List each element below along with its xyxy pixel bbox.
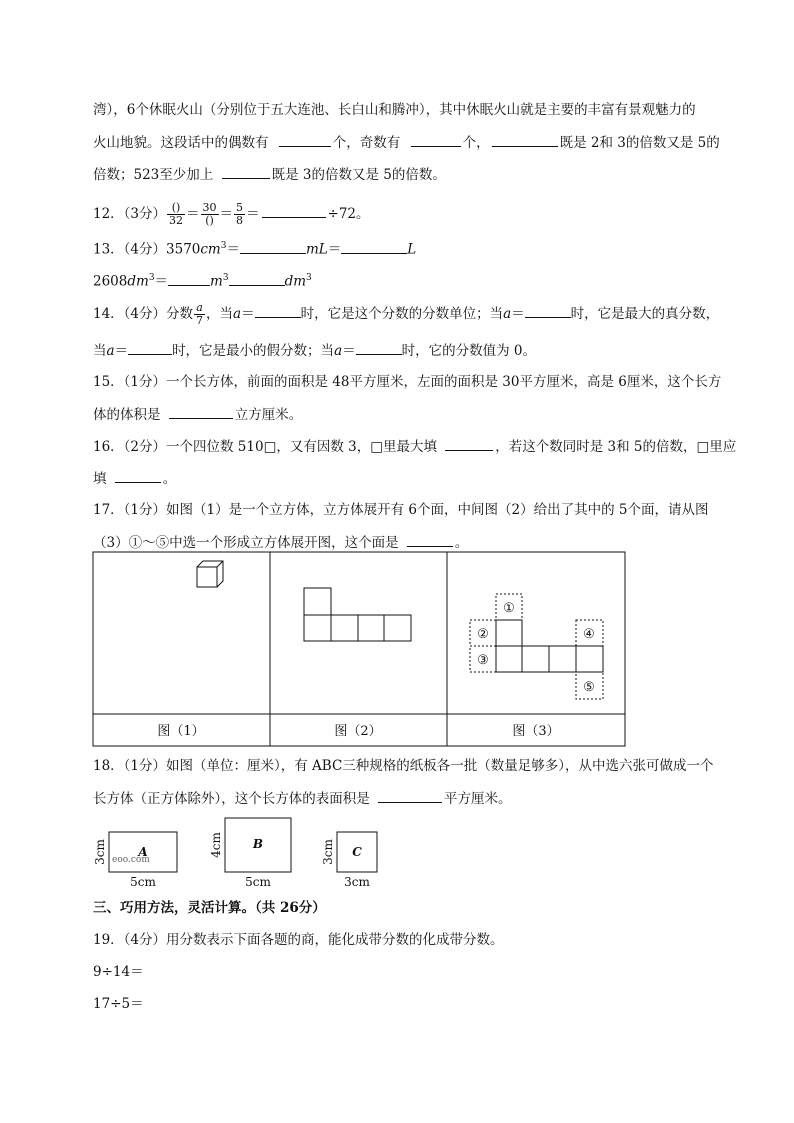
q16-text: 填: [93, 471, 107, 487]
q16-text: 。: [162, 471, 177, 487]
exponent: 3: [220, 241, 227, 251]
face-number-2: ②: [477, 627, 489, 642]
board-b-width: 5cm: [245, 875, 271, 889]
q14-text: ，当: [206, 306, 234, 322]
board-c-height: 3cm: [321, 839, 335, 865]
q14-text: 时，它的分数值为 0。: [401, 343, 537, 359]
equals: ＝: [342, 343, 356, 359]
q16-text: ，若这个数同时是 3和 5的倍数，□里应: [495, 439, 737, 455]
fraction-num: 5: [236, 201, 244, 214]
q19-line1: 19．（4分）用分数表示下面各题的商，能化成带分数的化成带分数。: [93, 932, 504, 948]
q18-line1: 18．（1分）如图（单位：厘米），有 ABC三种规格的纸板各一批（数量足够多），从中选六张可做成一个: [93, 758, 714, 774]
equals: ＝: [114, 343, 129, 359]
q13-number: 2608: [93, 273, 128, 290]
q11-text-e: 倍数；523至少加上: [93, 167, 214, 183]
fraction-num: a: [194, 302, 205, 315]
unit: mL: [305, 241, 328, 258]
q17-text: 。: [454, 535, 469, 551]
fraction-den: 8: [236, 214, 244, 227]
equals: ＝: [241, 306, 255, 322]
answer-blank[interactable]: [378, 788, 442, 803]
q11-text-d: 既是 2和 3的倍数又是 5的: [559, 135, 720, 151]
unit: dm: [284, 273, 307, 290]
exponent: 3: [148, 273, 155, 283]
q12-label: 12．（3分）: [93, 206, 167, 222]
q17-text: （3）①～⑤中选一个形成立方体展开图，这个面是: [93, 535, 399, 551]
board-a-height: 3cm: [93, 839, 107, 865]
q14-text: 时，它是最小的假分数；当: [172, 343, 335, 359]
section-heading: 三、巧用方法，灵活计算。（共 26分）: [93, 900, 326, 916]
q15-text: 立方厘米。: [234, 407, 303, 423]
unit: L: [407, 241, 417, 258]
unit: m: [210, 273, 223, 290]
q11-text-c: 个，: [462, 135, 490, 151]
q11-text-a: 火山地貌。这段话中的偶数有: [93, 135, 269, 151]
equals: ＝: [226, 241, 240, 258]
figure-caption-1: 图（1）: [157, 724, 205, 739]
variable: a: [503, 306, 512, 322]
q19-expr-2: 17÷5＝: [93, 996, 144, 1012]
q11-text-b: 个，奇数有: [332, 135, 401, 151]
unit: dm: [127, 273, 149, 290]
q14-label: 14．（4分）分数: [93, 306, 194, 322]
q14-text: 当: [93, 343, 107, 359]
variable: a: [106, 343, 115, 359]
face-number-1: ①: [503, 601, 515, 616]
q19-expr-1: 9÷14＝: [93, 964, 144, 980]
equals: ＝: [154, 273, 169, 290]
q18-text: 长方体（正方体除外），这个长方体的表面积是: [93, 791, 370, 807]
q11-line1: 湾），6个休眠火山（分别位于五大连池、长白山和腾冲），其中休眠火山就是主要的丰富有景观魅力的: [93, 102, 696, 118]
figure-caption-2: 图（2）: [334, 724, 382, 739]
exponent: 3: [222, 273, 229, 283]
board-b-label: B: [252, 837, 264, 851]
variable: a: [334, 343, 343, 359]
fraction-den: 32: [169, 214, 184, 227]
face-number-4: ④: [583, 627, 595, 642]
face-number-3: ③: [477, 653, 489, 668]
unit: cm: [200, 241, 221, 258]
q14-text: 时，它是最大的真分数，: [570, 306, 720, 322]
q15-text: 体的体积是: [93, 407, 161, 423]
equals: ＝: [327, 241, 342, 258]
board-a-width: 5cm: [130, 875, 156, 889]
q18-text: 平方厘米。: [444, 791, 512, 807]
q11-text-f: 既是 3的倍数又是 5的倍数。: [271, 167, 446, 183]
q18-line2: [93, 788, 512, 809]
q14-text: 时，它是这个分数的分数单位；当: [300, 306, 504, 322]
q12-tail: ÷72。: [327, 206, 370, 222]
q17-line1: 17．（1分）如图（1）是一个立方体，立方体展开有 6个面，中间图（2）给出了其中的 5个面，请从图: [93, 502, 709, 518]
face-number-5: ⑤: [583, 680, 595, 695]
q12: 12．（3分） $\frac{()}{32}$ ＝ $\frac{30}{()}$ ＝ $\frac{5}{8}$ ＝ ÷72。: [93, 201, 370, 227]
cube-drawing: [197, 561, 223, 587]
cardboard-figure: [0, 810, 400, 894]
q16-text: 16．（2分）一个四位数 510□，又有因数 3，□里最大填: [93, 439, 437, 455]
equals: ＝: [511, 306, 525, 322]
fraction-num: (): [167, 202, 185, 215]
fraction-den: (): [205, 214, 214, 227]
figure-caption-3: 图（3）: [512, 724, 560, 739]
fraction-num: 30: [202, 201, 217, 214]
q15-line1: 15．（1分）一个长方体，前面的面积是 48平方厘米，左面的面积是 30平方厘米，高是 6厘米，这个长方: [93, 374, 722, 390]
board-b-height: 4cm: [209, 832, 223, 858]
exponent: 3: [306, 273, 312, 283]
figure-table-border: [93, 552, 625, 746]
five-face-net: [304, 588, 411, 641]
watermark: eoo.com: [112, 855, 150, 865]
variable: a: [233, 306, 242, 322]
q13-label: 13．（4分）3570: [93, 241, 201, 258]
board-a-label: A: [138, 845, 148, 859]
fraction-den: 7: [196, 314, 204, 327]
board-c-width: 3cm: [344, 875, 370, 889]
board-c-label: C: [352, 845, 362, 859]
